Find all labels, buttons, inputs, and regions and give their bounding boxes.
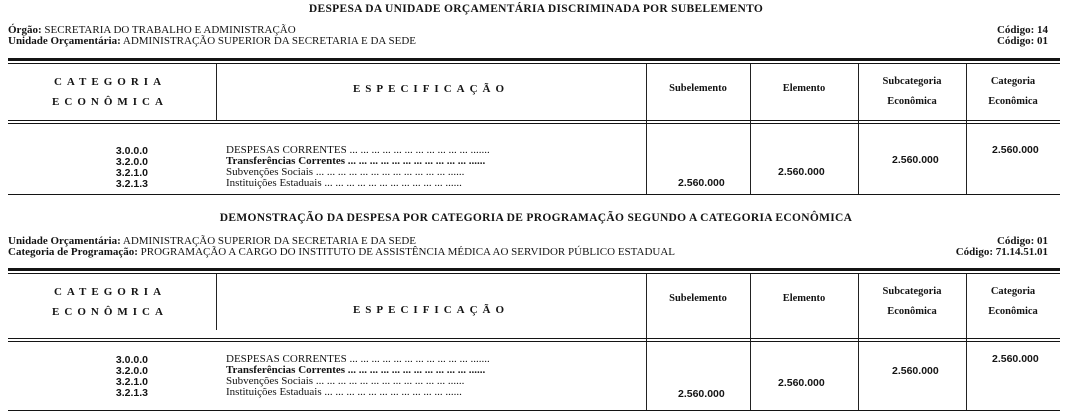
- elemento-value: 2.560.000: [778, 377, 825, 389]
- header-bottom-rule-2: [8, 341, 1060, 342]
- spec-item: DESPESAS CORRENTES ... ... ... ... ... ... ... ... ... ... ... .......: [226, 145, 490, 156]
- header-especificacao: ESPECIFICAÇÃO: [352, 83, 510, 95]
- col-divider: [750, 274, 751, 410]
- orgao-label: Órgão:: [8, 24, 42, 36]
- header-catecon-line2: Econômica: [988, 96, 1038, 107]
- header-subcategoria: [862, 282, 962, 322]
- code-item: 3.2.0.0: [115, 156, 148, 168]
- subcategoria-value: 2.560.000: [892, 365, 939, 377]
- subelemento-value: 2.560.000: [678, 388, 725, 400]
- code-item: 3.2.1.0: [115, 376, 148, 388]
- code-item: 3.2.1.3: [115, 178, 148, 190]
- table-top-rule-thin: [8, 273, 1060, 274]
- header-subcategoria-line1: Subcategoria: [882, 76, 942, 87]
- header-categoria-line2: ECONÔMICA: [52, 306, 168, 318]
- header-subcategoria-line1: Subcategoria: [882, 286, 942, 297]
- spec-item: DESPESAS CORRENTES ... ... ... ... ... ... ... ... ... ... ... .......: [226, 354, 490, 365]
- unidade-label: Unidade Orçamentária:: [8, 35, 121, 47]
- header-especificacao: ESPECIFICAÇÃO: [352, 304, 510, 316]
- code-item: 3.0.0.0: [115, 145, 148, 157]
- header-categoria: [20, 282, 200, 322]
- categoria-programacao-row: [8, 246, 1048, 258]
- col-divider: [646, 274, 647, 410]
- header-subcategoria-line2: Econômica: [887, 96, 937, 107]
- section-title: DEMONSTRAÇÃO DA DESPESA POR CATEGORIA DE PROGRAMAÇÃO SEGUNDO A CATEGORIA ECONÔMICA: [219, 212, 853, 224]
- header-catecon-line2: Econômica: [988, 306, 1038, 317]
- code-item: 3.2.1.3: [115, 387, 148, 399]
- categoria-value: 2.560.000: [992, 353, 1039, 365]
- code-item: 3.2.1.0: [115, 167, 148, 179]
- table-bottom-rule: [8, 410, 1060, 411]
- spec-item: Subvenções Sociais ... ... ... ... ... ... ... ... ... ... ... ... ......: [226, 167, 465, 178]
- categoria-programacao-code: Código: 71.14.51.01: [955, 246, 1048, 258]
- col-divider: [216, 274, 217, 330]
- specification-list: [226, 354, 646, 398]
- category-codes: [88, 355, 148, 399]
- orgao-code: Código: 14: [996, 24, 1048, 36]
- spec-item: Instituições Estaduais ... ... ... ... ... ... ... ... ... ... ... ......: [226, 178, 462, 189]
- col-divider: [966, 274, 967, 410]
- header-elemento: Elemento: [782, 83, 826, 94]
- categoria-value: 2.560.000: [992, 144, 1039, 156]
- header-catecon-line1: Categoria: [990, 76, 1036, 87]
- header-categoria-economica: [970, 282, 1056, 322]
- col-divider: [858, 274, 859, 410]
- categoria-programacao-value: PROGRAMAÇÃO A CARGO DO INSTITUTO DE ASSISTÊNCIA MÉDICA AO SERVIDOR PÚBLICO ESTADUAL: [140, 246, 676, 258]
- spec-item: Instituições Estaduais ... ... ... ... ... ... ... ... ... ... ... ......: [226, 387, 462, 398]
- unidade-code: Código: 01: [996, 35, 1048, 47]
- header-bottom-rule: [8, 338, 1060, 339]
- header-elemento: Elemento: [782, 293, 826, 304]
- unidade-code: Código: 01: [996, 235, 1048, 247]
- header-categoria-line2: ECONÔMICA: [52, 96, 168, 108]
- orgao-value: SECRETARIA DO TRABALHO E ADMINISTRAÇÃO: [44, 24, 296, 36]
- spec-item: Subvenções Sociais ... ... ... ... ... ... ... ... ... ... ... ... ......: [226, 376, 465, 387]
- subelemento-value: 2.560.000: [678, 177, 725, 189]
- spec-item: Transferências Correntes ... ... ... ... ... ... ... ... ... ... ... ......: [226, 365, 486, 376]
- header-subelemento: Subelemento: [669, 83, 727, 94]
- subcategoria-value: 2.560.000: [892, 154, 939, 166]
- unidade-label: Unidade Orçamentária:: [8, 235, 121, 247]
- section-title: DESPESA DA UNIDADE ORÇAMENTÁRIA DISCRIMINADA POR SUBELEMENTO: [308, 3, 764, 15]
- code-item: 3.0.0.0: [115, 354, 148, 366]
- header-subcategoria-line2: Econômica: [887, 306, 937, 317]
- header-subelemento: Subelemento: [669, 293, 727, 304]
- code-item: 3.2.0.0: [115, 365, 148, 377]
- unidade-value: ADMINISTRAÇÃO SUPERIOR DA SECRETARIA E DA SEDE: [122, 235, 416, 247]
- header-categoria-line1: CATEGORIA: [53, 286, 167, 298]
- unidade-value: ADMINISTRAÇÃO SUPERIOR DA SECRETARIA E DA SEDE: [122, 35, 416, 47]
- table-top-rule: [8, 268, 1060, 271]
- categoria-programacao-label: Categoria de Programação:: [8, 246, 138, 258]
- header-categoria-line1: CATEGORIA: [53, 76, 167, 88]
- spec-item: Transferências Correntes ... ... ... ... ... ... ... ... ... ... ... ......: [226, 156, 486, 167]
- header-catecon-line1: Categoria: [990, 286, 1036, 297]
- elemento-value: 2.560.000: [778, 166, 825, 178]
